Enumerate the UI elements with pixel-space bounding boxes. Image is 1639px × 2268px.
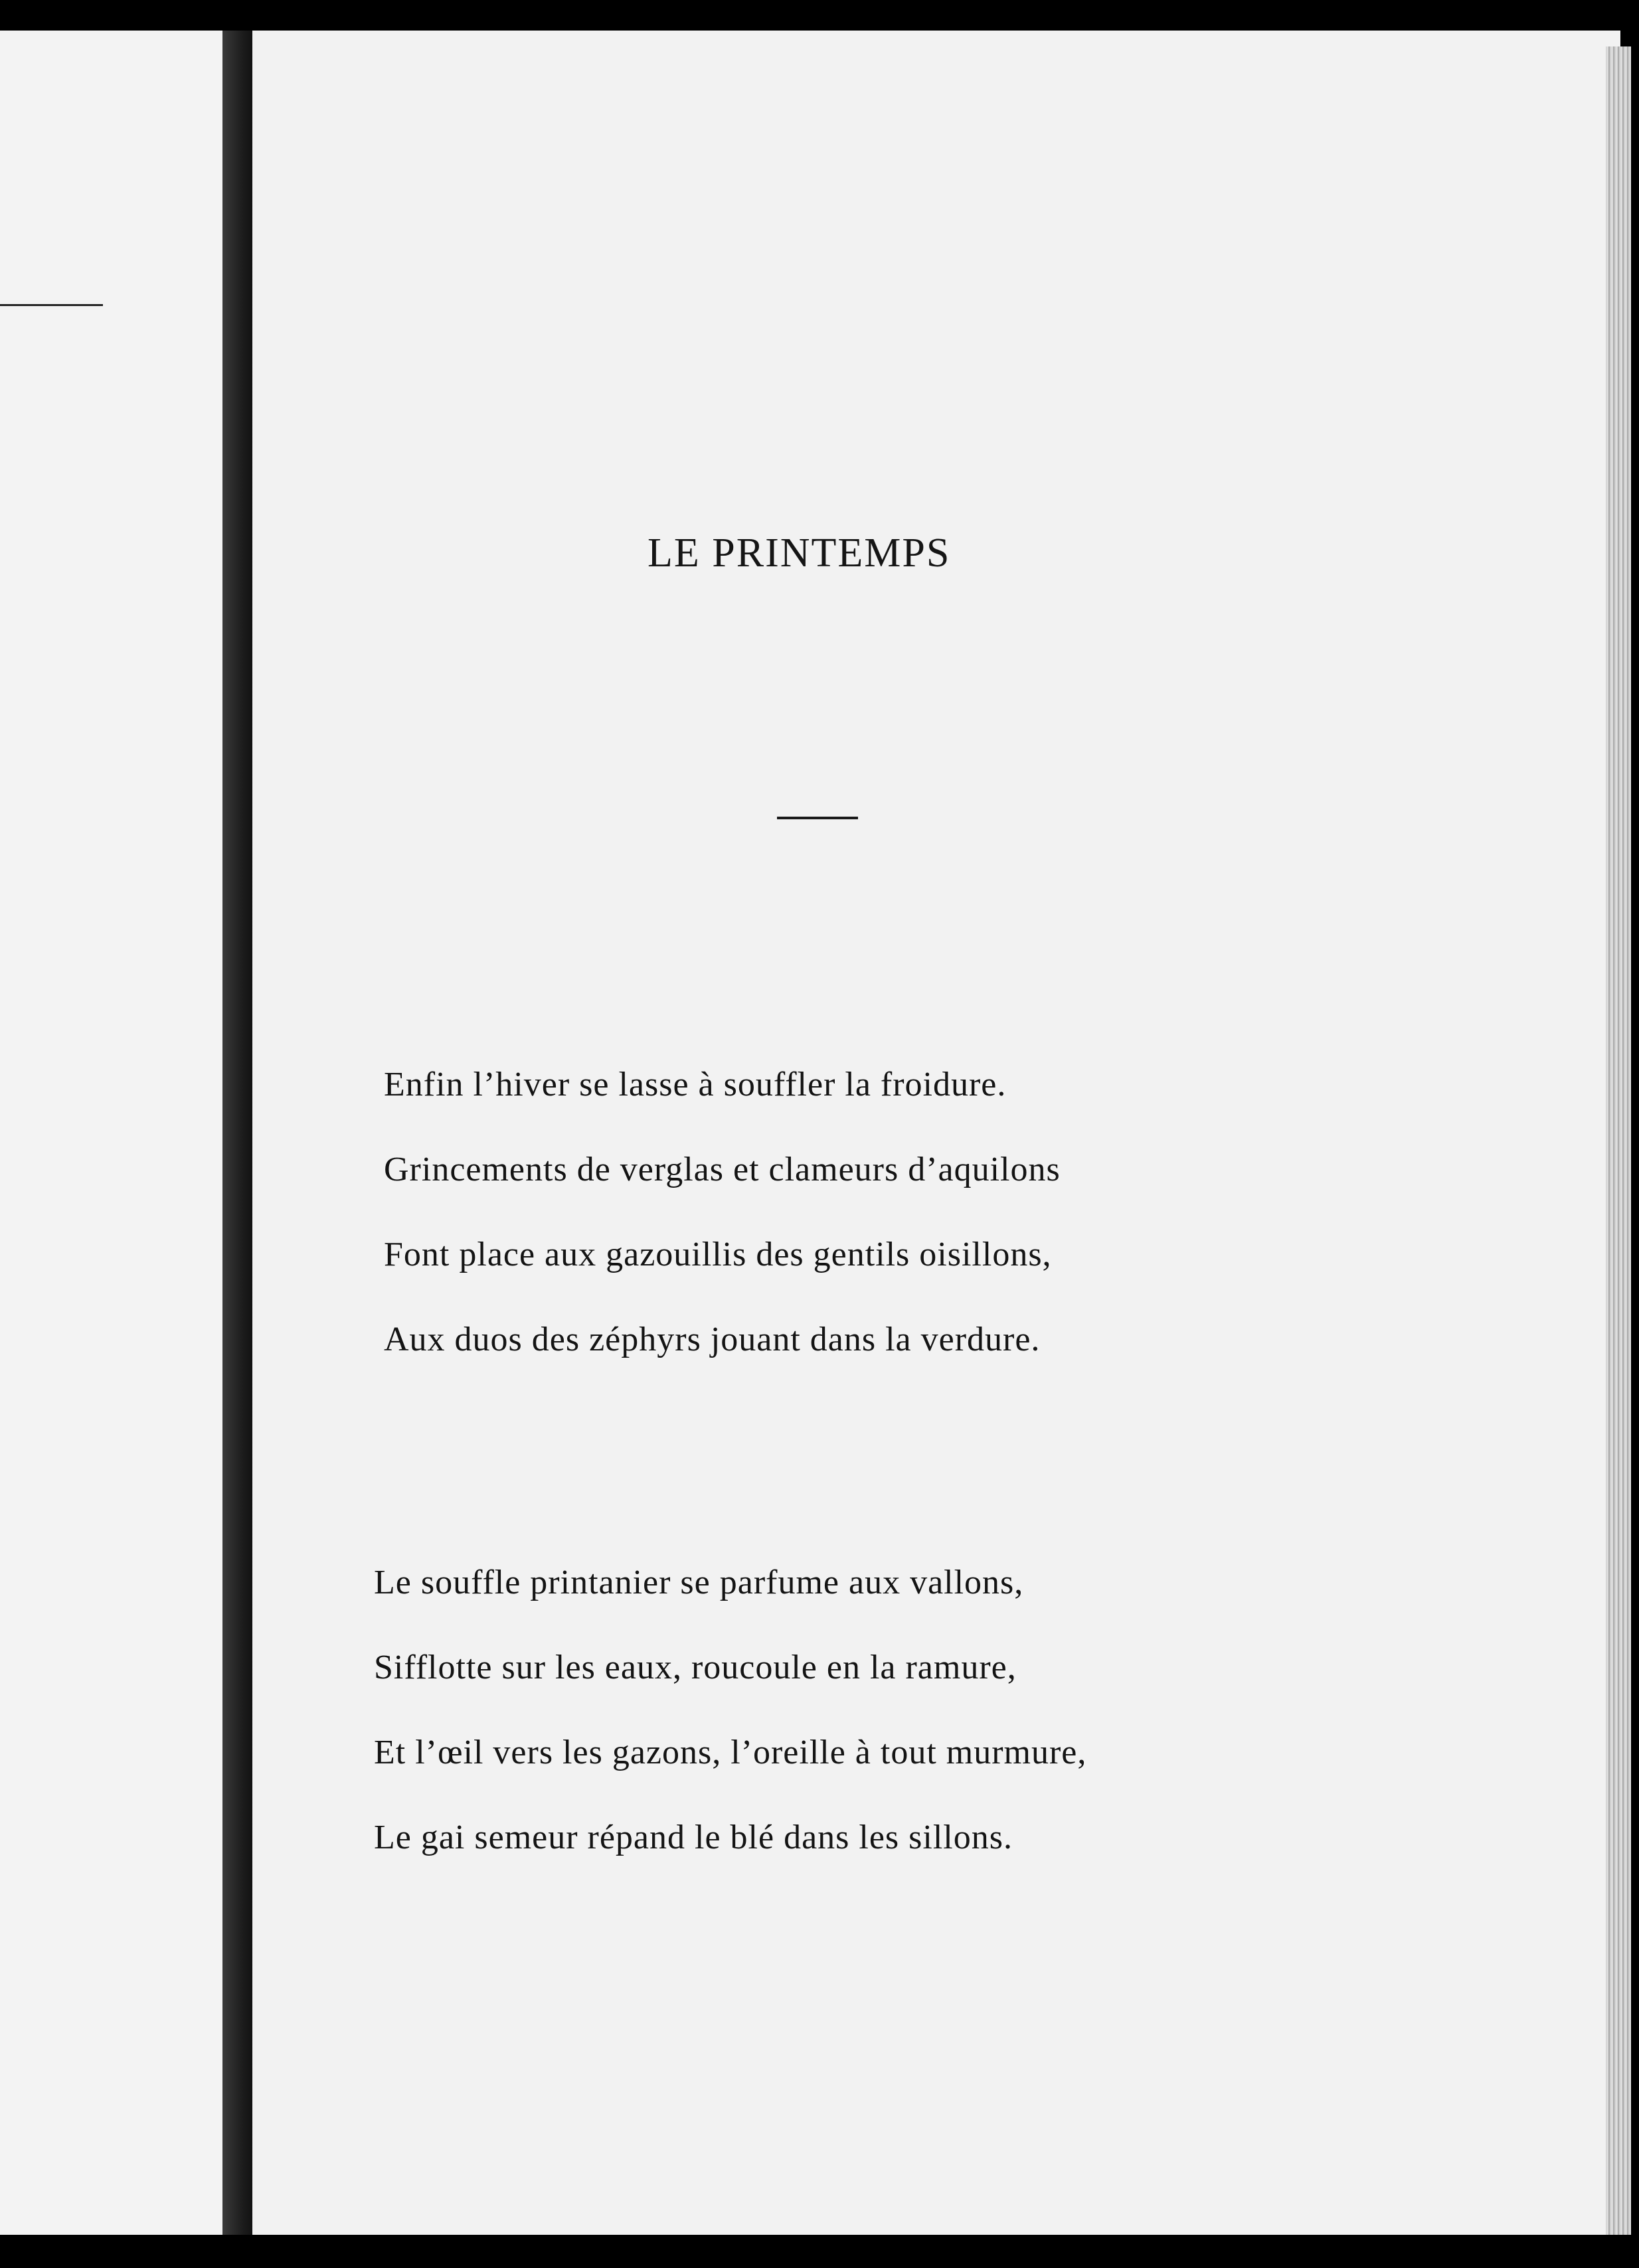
left-page [0, 31, 222, 2235]
page-stack-edge [1606, 46, 1631, 2235]
left-page-rule [0, 304, 103, 306]
verse-line: Sifflotte sur les eaux, roucoule en la ramure, [374, 1649, 1017, 1686]
verse-line: Et l’œil vers les gazons, l’oreille à tout murmure, [374, 1734, 1087, 1771]
verse-line: Le souffle printanier se parfume aux vallons, [374, 1564, 1024, 1601]
verse-line: Font place aux gazouillis des gentils oisillons, [384, 1236, 1052, 1273]
stanza-2 [374, 1540, 1086, 1880]
verse-line: Enfin l’hiver se lasse à souffler la froidure. [384, 1066, 1007, 1103]
stanza-1 [384, 1042, 1061, 1382]
poem-title: LE PRINTEMPS [647, 530, 951, 576]
verse-line: Grincements de verglas et clameurs d’aquilons [384, 1151, 1061, 1188]
title-divider [777, 817, 858, 819]
verse-line: Aux duos des zéphyrs jouant dans la verdure. [384, 1321, 1041, 1358]
verse-line: Le gai semeur répand le blé dans les sillons. [374, 1819, 1013, 1856]
